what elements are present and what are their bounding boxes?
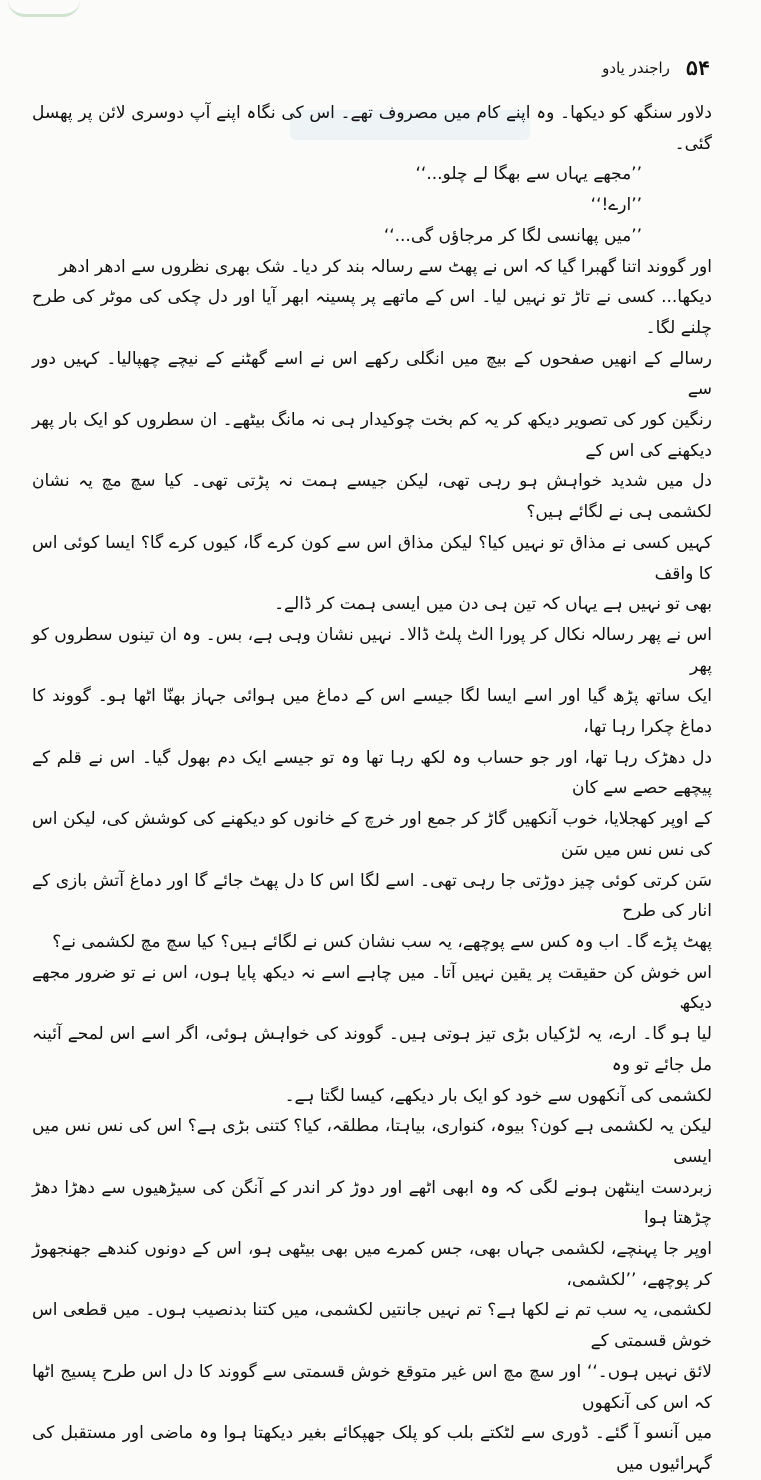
text-line: اس خوش کن حقیقت پر یقین نہیں آتا۔ میں چاہے اسے نہ دیکھ پایا ہوں، اس نے تو ضرور مجھے دیکھ bbox=[32, 962, 712, 1014]
text-line: لکشمی، یہ سب تم نے لکھا ہے؟ تم نہیں جانتیں لکشمی، میں کتنا بدنصیب ہوں۔ میں قطعی اس خوش قسمتی کے bbox=[32, 1300, 712, 1352]
text-line: لیکن یہ لکشمی ہے کون؟ بیوہ، کنواری، بیاہتا، مطلقہ، کیا؟ کتنی بڑی ہے؟ اس کی نس نس میں ایسی bbox=[32, 1116, 712, 1167]
text-line: رنگین کور کی تصویر دیکھ کر یہ کم بخت چوکیدار ہی نہ مانگ بیٹھے۔ ان سطروں کو ایک بار پھر دیکھنے کی اس کے bbox=[32, 410, 712, 461]
text-line: اور گووند اتنا گھبرا گیا کہ اس نے پھٹ سے رسالہ بند کر دیا۔ شک بھری نظروں سے ادھر ادھر bbox=[59, 256, 712, 277]
text-line: دیکھا... کسی نے تاڑ تو نہیں لیا۔ اس کے ماتھے پر پسینہ ابھر آیا اور دل چکی کی موٹر کی طرح چلنے لگا۔ bbox=[32, 287, 712, 338]
text-line: دلاور سنگھ کو دیکھا۔ وہ اپنے کام میں مصروف تھے۔ اس کی نگاہ اپنے آپ دوسری لائن پر پھسل گئی۔ bbox=[32, 103, 712, 154]
dialogue-line: ’’مجھے یہاں سے بھگا لے چلو...‘‘ bbox=[415, 164, 642, 185]
text-line: زبردست اینٹھن ہونے لگی کہ وہ ابھی اٹھے اور دوڑ کر اندر کے آنگن کی سیڑھیوں سے دھڑا دھڑ چڑھتا ہوا bbox=[32, 1177, 712, 1229]
page-number: ۵۴ bbox=[685, 56, 710, 80]
text-line: رسالے کے انھیں صفحوں کے بیچ میں انگلی رکھے اس نے اسے گھٹنے کے نیچے چھپالیا۔ کہیں دور سے bbox=[32, 348, 712, 400]
text-line: سَن کرتی کوئی چیز دوڑتی جا رہی تھی۔ اسے لگا اس کا دل پھٹ جائے گا اور دماغ آتش بازی کے انار کی طرح bbox=[32, 870, 712, 922]
text-line: ایک ساتھ پڑھ گیا اور اسے ایسا لگا جیسے اس کے دماغ میں ہوائی جہاز بھنّا اٹھا ہو۔ گووند کا دماغ چکرا رہا تھا، bbox=[32, 686, 712, 738]
page-header bbox=[520, 50, 710, 86]
dialogue-line: ’’میں پھانسی لگا کر مرجاؤں گی...‘‘ bbox=[383, 225, 642, 246]
text-line: بھی تو نہیں ہے یہاں کہ تین ہی دن میں ایسی ہمت کر ڈالے۔ bbox=[274, 594, 712, 615]
text-line: پھٹ پڑے گا۔ اب وہ کس سے پوچھے، یہ سب نشان کس نے لگائے ہیں؟ کیا سچ مچ لکشمی نے؟ bbox=[52, 931, 712, 952]
corner-mark bbox=[8, 0, 80, 17]
body-text bbox=[32, 98, 712, 1480]
text-line: کے اوپر کھجلایا، خوب آنکھیں گاڑ کر جمع اور خرچ کے خانوں کو دیکھنے کی کوشش کی، لیکن اس کی نس نس میں سَن bbox=[32, 809, 712, 860]
text-line: اس نے پھر رسالہ نکال کر پورا الٹ پلٹ ڈالا۔ نہیں نشان وہی ہے، بس۔ وہ ان تینوں سطروں کو پھر bbox=[32, 624, 712, 676]
text-line: لیا ہو گا۔ ارے، یہ لڑکیاں بڑی تیز ہوتی ہیں۔ گووند کی خواہش ہوئی، اگر اسے اس لمحے آئینہ مل جائے تو وہ bbox=[32, 1024, 712, 1075]
text-line: دل میں شدید خواہش ہو رہی تھی، لیکن جیسے ہمت نہ پڑتی تھی۔ کیا سچ مچ یہ نشان لکشمی ہی نے لگائے ہیں؟ bbox=[32, 471, 712, 523]
text-line: اوپر جا پہنچے، لکشمی جہاں بھی، جس کمرے میں بھی بیٹھی ہو، اس کے دونوں کندھے جھنجھوڑ کر پوچھے، ’’لکشمی، bbox=[32, 1239, 712, 1290]
text-line: لائق نہیں ہوں۔‘‘ اور سچ مچ اس غیر متوقع خوش قسمتی سے گووند کا دل اس طرح پسیج اٹھا کہ اس کی آنکھوں bbox=[32, 1361, 712, 1413]
text-line: دل دھڑک رہا تھا، اور جو حساب وہ لکھ رہا تھا وہ تو جیسے ایک دم بھول گیا۔ اس نے قلم کے پیچھے حصے سے کان bbox=[32, 747, 712, 799]
dialogue-line: ’’ارے!‘‘ bbox=[590, 195, 642, 216]
text-line: کہیں کسی نے مذاق تو نہیں کیا؟ لیکن مذاق اس سے کون کرے گا، کیوں کرے گا؟ ایسا کوئی اس کا واقف bbox=[32, 532, 712, 584]
text-line: لکشمی کی آنکھوں سے خود کو ایک بار دیکھے، کیسا لگتا ہے۔ bbox=[284, 1085, 712, 1106]
text-line: میں آنسو آ گئے۔ ڈوری سے لٹکتے بلب کو پلک جھپکائے بغیر دیکھتا ہوا وہ ماضی اور مستقبل کی گہرائیوں میں bbox=[32, 1423, 712, 1474]
running-head: راجندر یادو bbox=[602, 59, 670, 77]
